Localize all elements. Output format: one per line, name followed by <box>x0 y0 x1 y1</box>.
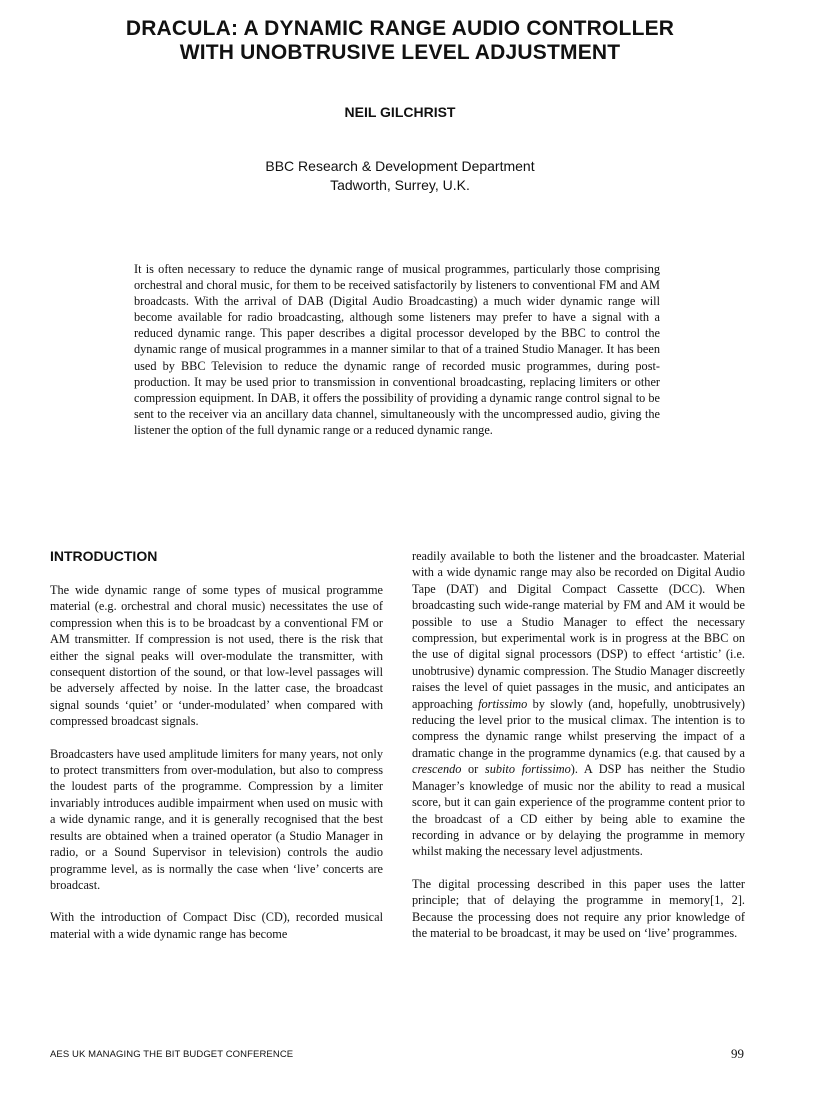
footer-conference: AES UK MANAGING THE BIT BUDGET CONFERENCE <box>50 1049 294 1060</box>
text-run: by slowly (and, hopefully, unobtrusively) reducing the level prior to the musical climax. The intention is to compress the dynamic range whilst preserving the impact of a dramatic change in the programme dynamics (e.g. that caused by a <box>412 696 745 760</box>
paragraph: The wide dynamic range of some types of musical programme material (e.g. orchestral and choral music) necessitates the use of compression when this is to be broadcast by a conventional FM or AM transmitter. If compression is not used, there is the risk that either the signal peaks will over-modulate the transmitter, with consequent distortion of the sound, or that low-level passages will be adversely affected by noise. In the latter case, the broadcast signal sounds ‘quiet’ or ‘under-modulated’ when compared with compressed broadcast signals. <box>50 583 383 729</box>
affiliation <box>200 157 600 195</box>
paragraph: With the introduction of Compact Disc (CD), recorded musical material with a wide dynamic range has become <box>50 910 383 941</box>
italic-term: crescendo <box>412 762 462 777</box>
paper-title <box>60 17 740 65</box>
italic-term: subito fortissimo <box>484 762 571 777</box>
affiliation-line-2: Tadworth, Surrey, U.K. <box>330 177 470 193</box>
text-run: ). A DSP has neither the Studio Manager’s knowledge of music nor the ability to read a musical score, but it can gain experience of the programme content prior to the broadcast of a CD either by being able to examine the recording in advance or by delaying the programme in memory whilst making the necessary level adjustments. <box>412 762 745 859</box>
paragraph <box>412 548 745 860</box>
page-number: 99 <box>731 1046 744 1061</box>
right-column <box>412 548 745 957</box>
title-line-1: DRACULA: A DYNAMIC RANGE AUDIO CONTROLLER <box>125 17 675 40</box>
text-run: or <box>461 762 485 777</box>
left-column <box>50 582 383 958</box>
abstract: It is often necessary to reduce the dynamic range of musical programmes, particularly those comprising orchestral and choral music, for them to be received satisfactorily by listeners to conventional FM and AM broadcasts. With the arrival of DAB (Digital Audio Broadcasting) a much wider dynamic range will become available for radio broadcasting, although some listeners may prefer to have a signal with a reduced dynamic range. This paper describes a digital processor developed by the BBC to control the dynamic range of musical programmes in a manner similar to that of a trained Studio Manager. It has been used by BBC Television to reduce the dynamic range of recorded music programmes, during post-production. It may be used prior to transmission in conventional broadcasting, replacing limiters or other compression equipment. In DAB, it offers the possibility of providing a dynamic range control signal to be sent to the receiver via an ancillary data channel, simultaneously with the uncompressed audio, giving the listener the option of the full dynamic range or a reduced dynamic range. <box>134 262 660 437</box>
affiliation-line-1: BBC Research & Development Department <box>265 158 535 174</box>
italic-term: fortissimo <box>478 696 528 711</box>
author-name: NEIL GILCHRIST <box>344 104 456 120</box>
paragraph: The digital processing described in this paper uses the latter principle; that of delaying the programme in memory[1, 2]. Because the processing does not require any prior knowledge of the material to be broadcast, it may be used on ‘live’ programmes. <box>412 876 745 940</box>
text-run: readily available to both the listener and the broadcaster. Material with a wide dynamic range may also be recorded on Digital Audio Tape (DAT) and Digital Compact Cassette (DCC). When broadcasting such wide-range material by FM and AM it would be possible to use a Studio Manager to effect the necessary compression, but experimental work is in progress at the BBC on the use of digital signal processors (DSP) to effect ‘artistic’ (i.e. unobtrusive) dynamic compression. The Studio Manager discreetly raises the level of quiet passages in the music, and anticipates an approaching <box>412 549 745 711</box>
title-line-2: WITH UNOBTRUSIVE LEVEL ADJUSTMENT <box>179 41 621 64</box>
paragraph: Broadcasters have used amplitude limiters for many years, not only to protect transmitters from over-modulation, but also to compress the loudest parts of the programme. Compression by a limiter invariably introduces audible impairment when used on music with a wide dynamic range, and it is generally recognised that the best results are obtained when a trained operator (a Studio Manager in radio, or a Sound Supervisor in television) controls the audio programme level, as is normally the case when ‘live’ concerts are broadcast. <box>50 746 383 892</box>
section-heading-introduction: INTRODUCTION <box>50 548 158 564</box>
